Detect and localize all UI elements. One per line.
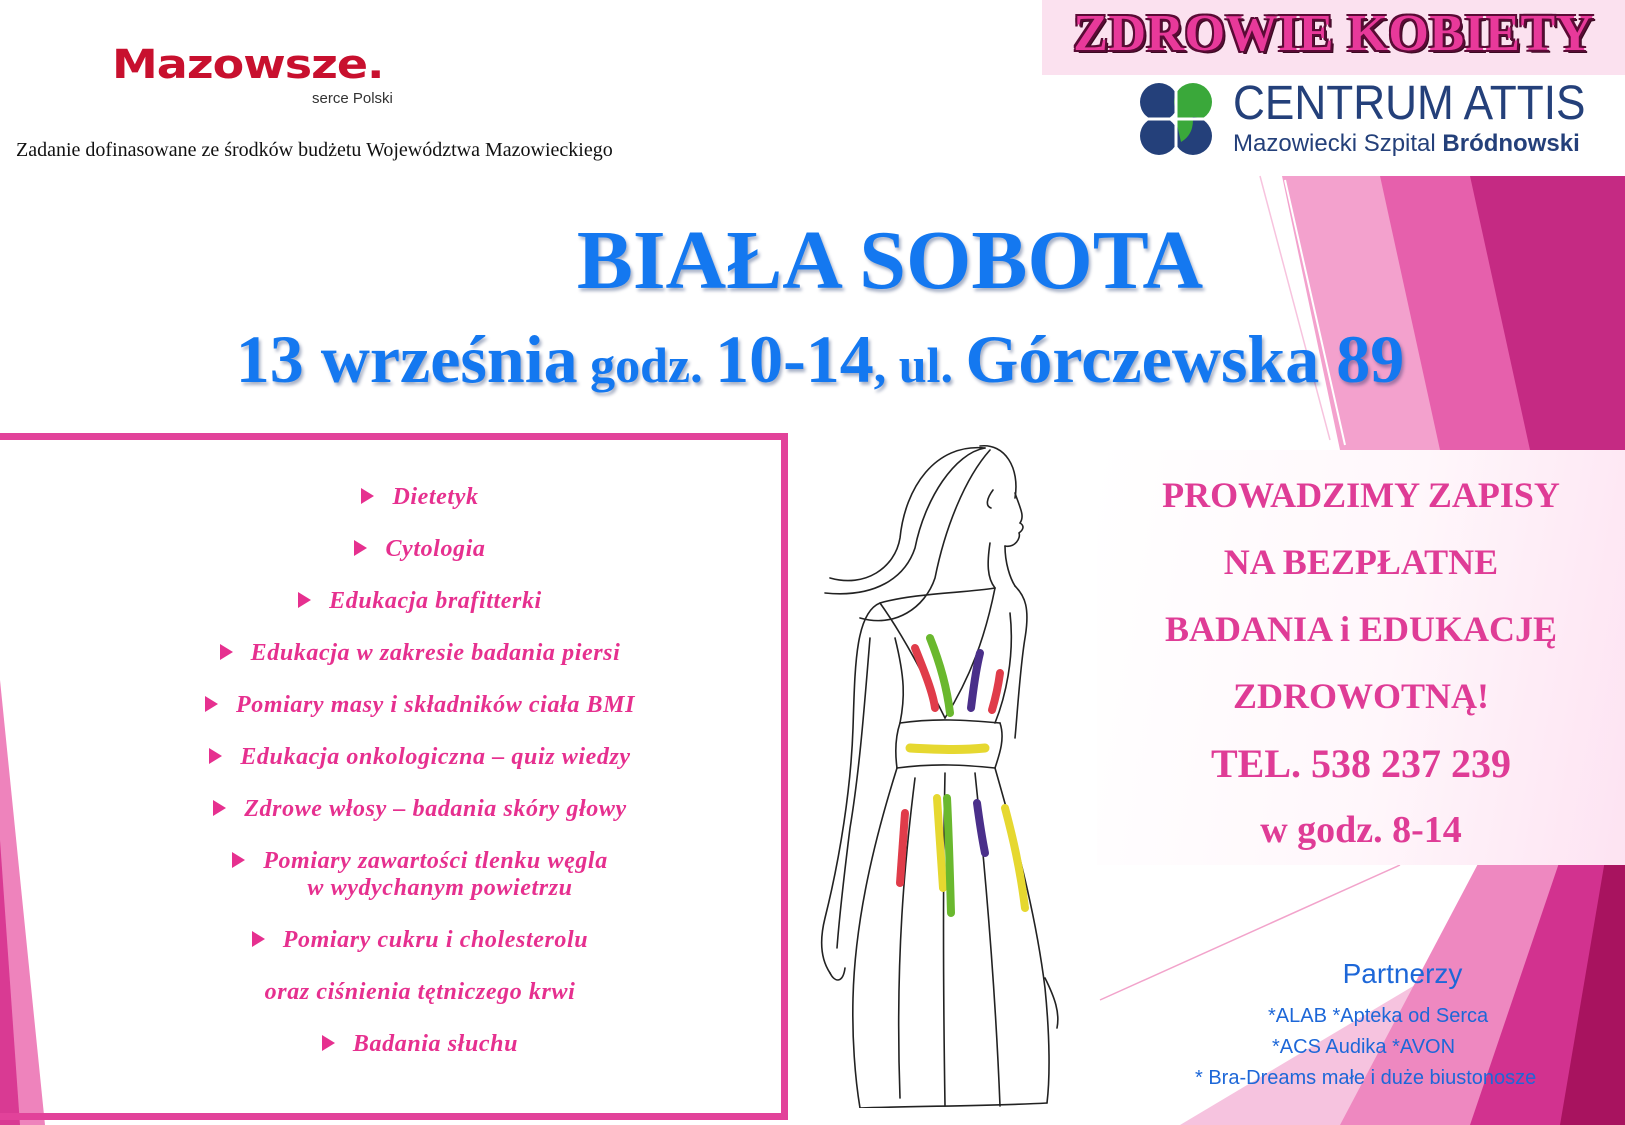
triangle-bullet-icon — [252, 931, 265, 947]
list-item: Pomiary zawartości tlenku węgla — [0, 848, 840, 875]
triangle-bullet-icon — [361, 488, 374, 504]
list-item: Cytologia — [0, 536, 840, 563]
list-item: Edukacja onkologiczna – quiz wiedzy — [0, 744, 840, 771]
event-date-location: 13 września godz. 10-14, ul. Górczewska 89 — [235, 321, 1405, 397]
list-item: Edukacja w zakresie badania piersi — [0, 640, 840, 667]
event-date: 13 września — [235, 321, 578, 397]
list-item: Dietetyk — [0, 484, 840, 511]
centrum-attis-logo — [1135, 77, 1605, 170]
event-title: BIAŁA SOBOTA — [576, 214, 1204, 307]
org-name: CENTRUM ATTIS — [1233, 77, 1586, 130]
program-title: ZDROWIE KOBIETY — [1073, 5, 1594, 62]
woman-dress-illustration — [815, 438, 1105, 1108]
partners-line-2: *ACS Audika *AVON — [1272, 1036, 1456, 1058]
triangle-bullet-icon — [220, 644, 233, 660]
logo-tagline: serce Polski — [312, 90, 393, 107]
partners-line-3: * Bra-Dreams małe i duże biustonosze — [1195, 1067, 1537, 1089]
triangle-bullet-icon — [213, 800, 226, 816]
registration-line-3: BADANIA i EDUKACJĘ — [1164, 609, 1558, 649]
triangle-bullet-icon — [232, 852, 245, 868]
logo-brand: Mazowsze. — [112, 40, 384, 88]
list-item: Zdrowe włosy – badania skóry głowy — [0, 796, 840, 823]
org-subtitle: Mazowiecki Szpital Bródnowski — [1233, 130, 1580, 157]
registration-line-4: ZDROWOTNĄ! — [1232, 676, 1489, 716]
triangle-bullet-icon — [298, 592, 311, 608]
list-item: Pomiary masy i składników ciała BMI — [0, 692, 840, 719]
funding-note: Zadanie dofinasowane ze środków budżetu Województwa Mazowieckiego — [16, 139, 613, 161]
partners-title: Partnerzy — [1342, 958, 1463, 989]
list-item-continuation: w wydychanym powietrzu — [307, 875, 573, 901]
triangle-bullet-icon — [322, 1035, 335, 1051]
triangle-bullet-icon — [209, 748, 222, 764]
event-hours: 10-14 — [715, 321, 874, 397]
list-item: Badania słuchu — [0, 1031, 840, 1058]
registration-line-2: NA BEZPŁATNE — [1223, 542, 1499, 582]
list-item: Edukacja brafitterki — [0, 588, 840, 615]
registration-phone: TEL. 538 237 239 — [1210, 741, 1512, 786]
registration-line-1: PROWADZIMY ZAPISY — [1162, 475, 1560, 515]
mazowsze-logo — [112, 40, 412, 110]
triangle-bullet-icon — [354, 540, 367, 556]
registration-hours: w godz. 8-14 — [1260, 809, 1462, 851]
event-street: Górczewska 89 — [965, 321, 1405, 397]
partners-line-1: *ALAB *Apteka od Serca — [1268, 1005, 1489, 1027]
list-item: Pomiary cukru i cholesterolu — [0, 927, 840, 954]
list-item-continuation: oraz ciśnienia tętniczego krwi — [264, 979, 576, 1005]
clover-icon — [1135, 80, 1219, 160]
triangle-bullet-icon — [205, 696, 218, 712]
